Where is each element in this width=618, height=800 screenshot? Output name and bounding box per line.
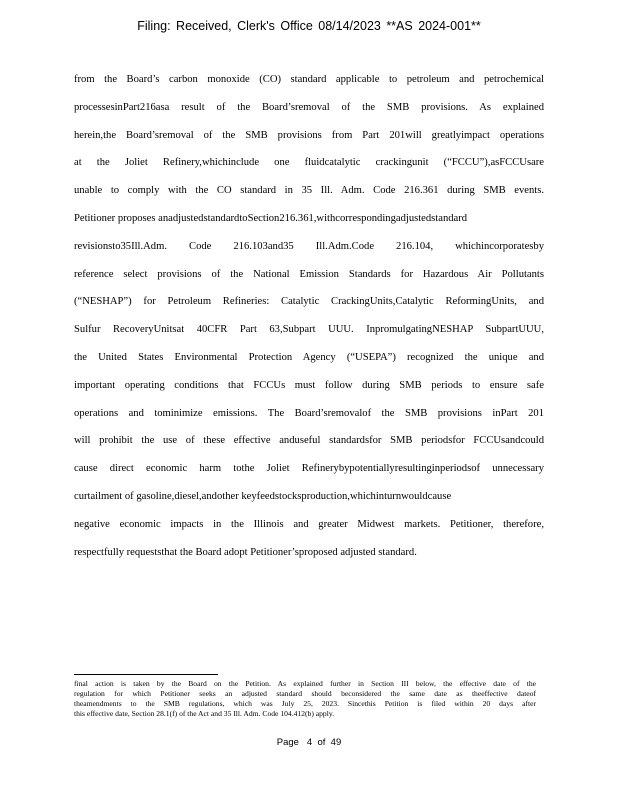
body-line: processesinPart216asa result of the Board’sremoval of the SMB provisions. As explained — [74, 101, 544, 113]
body-line: respectfully requeststhat the Board adopt Petitioner’sproposed adjusted standard. — [74, 546, 417, 558]
page-footer — [0, 737, 618, 748]
body-text — [74, 70, 544, 570]
footnote-line: theamendments to the SMB regulations, which was July 25, 2023. Sincethis Petition is filed within 20 days after — [74, 699, 536, 708]
page-number: 4 — [306, 737, 313, 748]
footnote — [74, 679, 536, 719]
body-line: the United States Environmental Protection Agency (“USEPA”) recognized the unique and — [74, 351, 544, 363]
body-line: negative economic impacts in the Illinois and greater Midwest markets. Petitioner, therefore, — [74, 518, 544, 530]
of-label: of — [317, 737, 326, 748]
footnote-line: this effective date, Section 28.1(f) of the Act and 35 Ill. Adm. Code 104.412(b) apply. — [74, 709, 335, 718]
body-line: operations and tominimize emissions. The Board’sremovalof the SMB provisions inPart 201 — [74, 407, 544, 419]
body-line: at the Joliet Refinery,whichinclude one fluidcatalytic crackingunit (“FCCU”),asFCCUsare — [74, 157, 544, 169]
body-line: cause direct economic harm tothe Joliet Refinerybypotentiallyresultinginperiodsof unnecessary — [74, 463, 544, 475]
body-line: revisionsto35Ill.Adm. Code 216.103and35 Ill.Adm.Code 216.104, whichincorporatesby — [74, 240, 544, 252]
body-line: (“NESHAP”) for Petroleum Refineries: Catalytic CrackingUnits,Catalytic ReformingUnits, and — [74, 296, 544, 308]
body-line: herein,the Board’sremoval of the SMB provisions from Part 201will greatlyimpact operations — [74, 129, 544, 141]
footnote-line: regulation for which Petitioner seeks an adjusted standard should beconsidered the same date as theeffective dateof — [74, 689, 536, 698]
body-line: Petitioner proposes anadjustedstandardtoSection216.361,withcorrespondingadjustedstandard — [74, 212, 468, 224]
total-pages: 49 — [330, 737, 342, 748]
body-line: important operating conditions that FCCUs must follow during SMB periods to ensure safe — [74, 379, 544, 391]
body-line: from the Board’s carbon monoxide (CO) standard applicable to petroleum and petrochemical — [74, 74, 544, 85]
body-line: will prohibit the use of these effective anduseful standardsfor SMB periodsfor FCCUsandcould — [74, 435, 544, 447]
body-line: unable to comply with the CO standard in 35 Ill. Adm. Code 216.361 during SMB events. — [74, 185, 544, 197]
page-label: Page — [276, 737, 299, 748]
body-line: Sulfur RecoveryUnitsat 40CFR Part 63,Subpart UUU. InpromulgatingNESHAP SubpartUUU, — [74, 324, 544, 336]
body-line: curtailment of gasoline,diesel,andother keyfeedstocksproduction,whichinturnwouldcause — [74, 490, 452, 502]
footnote-line: final action is taken by the Board on the Petition. As explained further in Section III below, the effective date of the — [74, 679, 536, 688]
body-line: reference select provisions of the National Emission Standards for Hazardous Air Pollutants — [74, 268, 544, 280]
footnote-separator — [74, 674, 218, 675]
filing-stamp-header: Filing: Received, Clerk's Office 08/14/2023 **AS 2024-001** — [137, 19, 481, 33]
